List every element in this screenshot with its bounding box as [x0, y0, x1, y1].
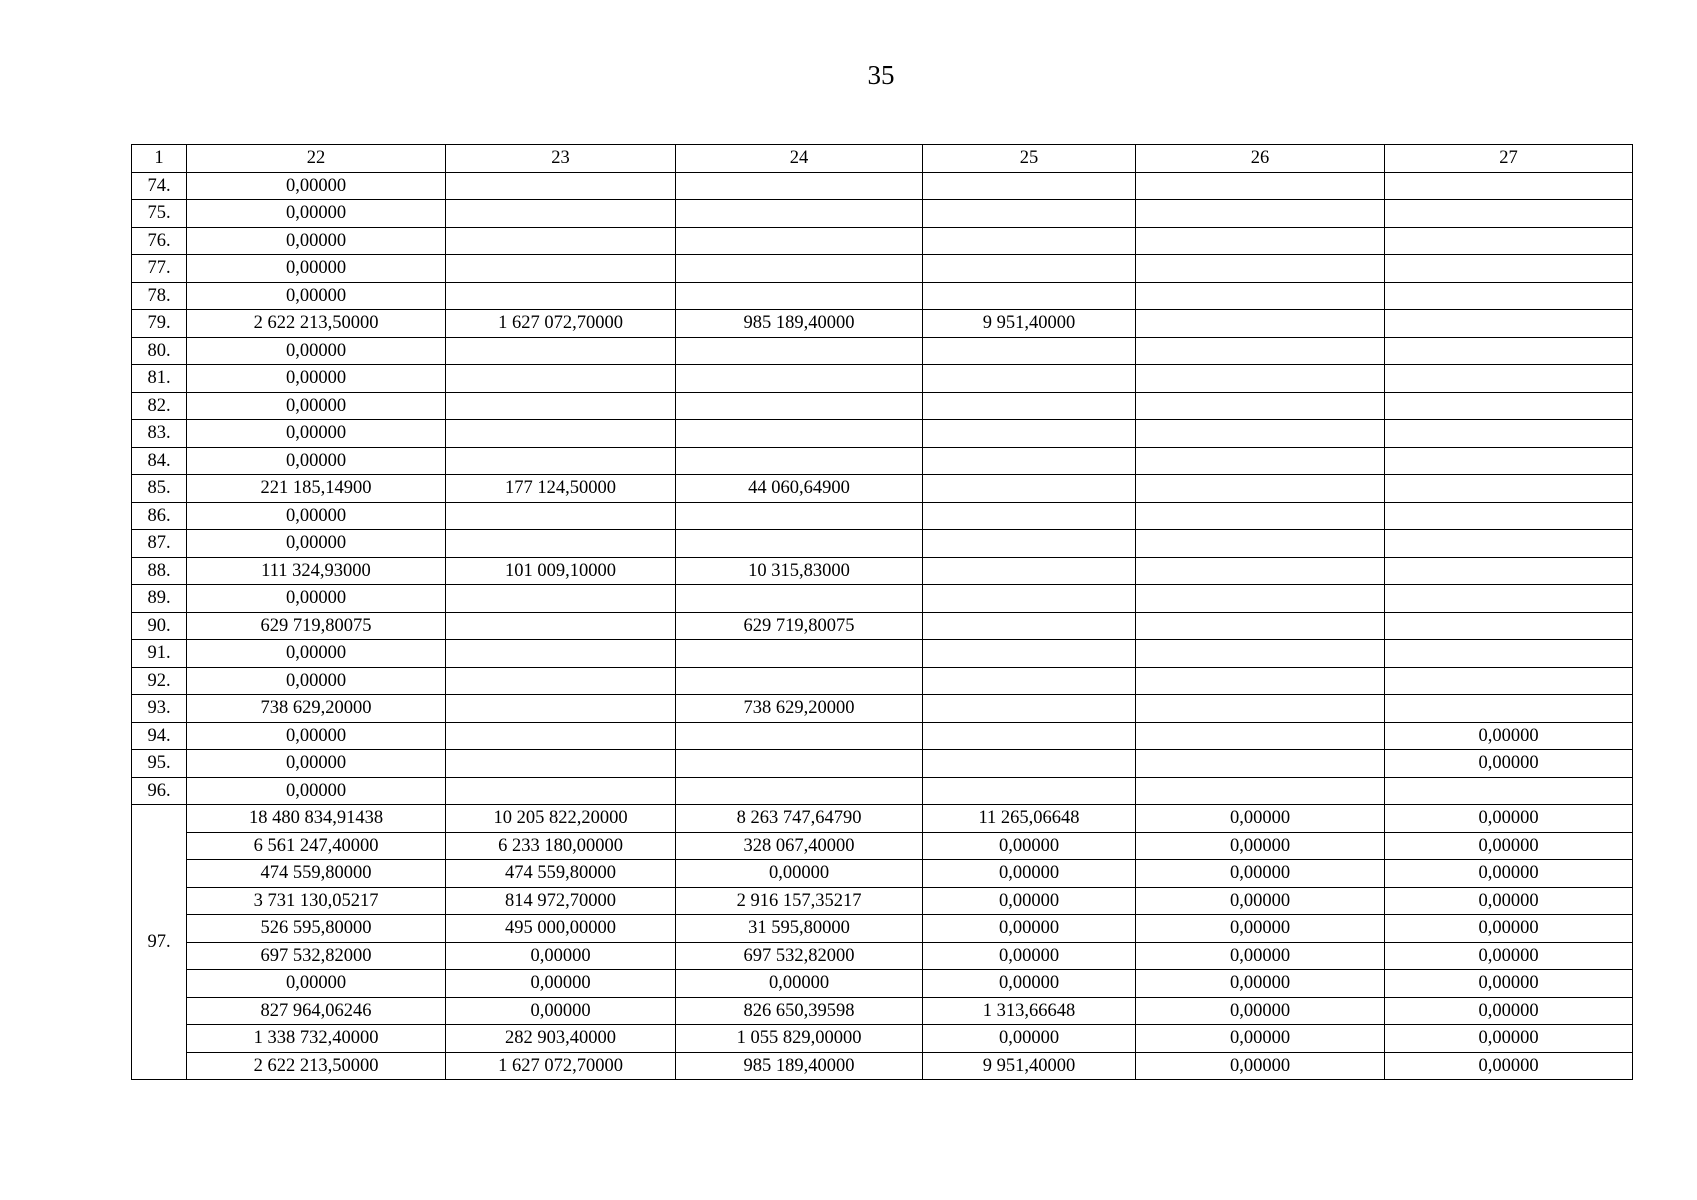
table-row	[132, 722, 1633, 750]
table-cell	[446, 585, 676, 613]
table-cell: 0,00000	[1136, 915, 1385, 943]
table-cell: 0,00000	[1136, 832, 1385, 860]
table-cell: 31 595,80000	[676, 915, 923, 943]
table-row	[132, 557, 1633, 585]
table-cell	[1385, 282, 1633, 310]
table-cell: 0,00000	[1385, 750, 1633, 778]
table-cell	[1136, 722, 1385, 750]
table-row	[132, 227, 1633, 255]
table-cell: 0,00000	[1385, 722, 1633, 750]
table-row	[132, 310, 1633, 338]
table-row	[132, 970, 1633, 998]
table-cell: 0,00000	[187, 667, 446, 695]
table-cell: 0,00000	[1136, 942, 1385, 970]
table-cell	[676, 722, 923, 750]
table-cell: 495 000,00000	[446, 915, 676, 943]
row-number-cell: 84.	[132, 447, 187, 475]
row-number-cell: 83.	[132, 420, 187, 448]
table-cell	[676, 365, 923, 393]
table-cell: 0,00000	[923, 887, 1136, 915]
table-cell: 629 719,80075	[187, 612, 446, 640]
table-cell: 0,00000	[1385, 915, 1633, 943]
table-cell	[1136, 282, 1385, 310]
table-cell: 0,00000	[187, 337, 446, 365]
table-cell	[1136, 475, 1385, 503]
table-cell: 0,00000	[923, 860, 1136, 888]
table-cell: 2 622 213,50000	[187, 1052, 446, 1080]
table-cell	[676, 420, 923, 448]
row-number-cell: 90.	[132, 612, 187, 640]
table-cell: 697 532,82000	[187, 942, 446, 970]
row-number-cell: 96.	[132, 777, 187, 805]
table-cell	[923, 695, 1136, 723]
table-cell	[923, 750, 1136, 778]
table-cell	[1385, 337, 1633, 365]
table-cell	[1385, 585, 1633, 613]
table-row	[132, 750, 1633, 778]
table-cell: 0,00000	[676, 860, 923, 888]
table-row	[132, 997, 1633, 1025]
table-cell	[1136, 530, 1385, 558]
table-cell: 0,00000	[187, 750, 446, 778]
table-cell: 474 559,80000	[187, 860, 446, 888]
table-cell	[446, 172, 676, 200]
row-number-cell: 88.	[132, 557, 187, 585]
table-cell	[923, 667, 1136, 695]
table-cell	[676, 282, 923, 310]
table-row	[132, 585, 1633, 613]
table-cell	[1136, 365, 1385, 393]
table-cell: 0,00000	[446, 942, 676, 970]
table-cell	[676, 640, 923, 668]
table-cell: 0,00000	[1136, 887, 1385, 915]
table-cell: 2 622 213,50000	[187, 310, 446, 338]
row-number-cell: 77.	[132, 255, 187, 283]
table-cell: 0,00000	[187, 365, 446, 393]
table-cell: 0,00000	[187, 200, 446, 228]
table-cell	[446, 502, 676, 530]
table-cell	[1136, 447, 1385, 475]
table-cell: 2 916 157,35217	[676, 887, 923, 915]
table-cell: 10 205 822,20000	[446, 805, 676, 833]
table-cell	[446, 640, 676, 668]
table-cell: 0,00000	[1136, 970, 1385, 998]
table-cell: 221 185,14900	[187, 475, 446, 503]
table-cell	[923, 640, 1136, 668]
table-cell	[1385, 392, 1633, 420]
table-cell: 1 338 732,40000	[187, 1025, 446, 1053]
table-cell: 18 480 834,91438	[187, 805, 446, 833]
table-cell	[676, 392, 923, 420]
table-row	[132, 172, 1633, 200]
table-cell: 0,00000	[1385, 1025, 1633, 1053]
row-number-cell: 74.	[132, 172, 187, 200]
table-cell: 0,00000	[923, 970, 1136, 998]
header-row	[132, 145, 1633, 173]
table-cell: 1 627 072,70000	[446, 310, 676, 338]
table-cell	[923, 557, 1136, 585]
table-cell	[923, 420, 1136, 448]
table-cell: 44 060,64900	[676, 475, 923, 503]
table-cell: 9 951,40000	[923, 310, 1136, 338]
table-cell: 1 627 072,70000	[446, 1052, 676, 1080]
table-cell: 0,00000	[1385, 970, 1633, 998]
table-row	[132, 832, 1633, 860]
table-cell: 0,00000	[1385, 1052, 1633, 1080]
table-row	[132, 887, 1633, 915]
row-number-cell: 76.	[132, 227, 187, 255]
table-cell: 282 903,40000	[446, 1025, 676, 1053]
table-row	[132, 255, 1633, 283]
table-row	[132, 282, 1633, 310]
table-cell: 0,00000	[446, 970, 676, 998]
table-cell: 0,00000	[187, 585, 446, 613]
table-cell	[446, 530, 676, 558]
table-cell: 0,00000	[1385, 832, 1633, 860]
row-number-cell: 81.	[132, 365, 187, 393]
table-cell: 0,00000	[1136, 997, 1385, 1025]
row-number-cell: 95.	[132, 750, 187, 778]
table-row	[132, 1025, 1633, 1053]
table-cell: 0,00000	[446, 997, 676, 1025]
table-cell	[923, 227, 1136, 255]
table-row	[132, 640, 1633, 668]
row-number-cell: 82.	[132, 392, 187, 420]
table-cell: 11 265,06648	[923, 805, 1136, 833]
table-cell: 0,00000	[187, 640, 446, 668]
table-cell: 827 964,06246	[187, 997, 446, 1025]
table-cell: 0,00000	[1385, 997, 1633, 1025]
table-cell	[446, 200, 676, 228]
table-cell	[1136, 172, 1385, 200]
table-row	[132, 942, 1633, 970]
page-number: 35	[867, 60, 895, 90]
table-cell: 814 972,70000	[446, 887, 676, 915]
table-cell	[923, 200, 1136, 228]
table-cell: 629 719,80075	[676, 612, 923, 640]
table-cell	[923, 282, 1136, 310]
table-cell	[1136, 557, 1385, 585]
table-cell	[1385, 502, 1633, 530]
table-cell	[1136, 585, 1385, 613]
table-cell: 0,00000	[187, 172, 446, 200]
table-cell	[676, 502, 923, 530]
table-cell: 526 595,80000	[187, 915, 446, 943]
row-number-cell: 79.	[132, 310, 187, 338]
table-row	[132, 777, 1633, 805]
table-cell: 101 009,10000	[446, 557, 676, 585]
table-cell: 0,00000	[187, 777, 446, 805]
table-cell	[923, 392, 1136, 420]
table-cell: 0,00000	[187, 227, 446, 255]
table-cell	[676, 777, 923, 805]
table-cell: 0,00000	[187, 970, 446, 998]
table-cell	[676, 585, 923, 613]
table-cell	[446, 695, 676, 723]
table-row	[132, 392, 1633, 420]
table-row	[132, 1052, 1633, 1080]
table-cell: 6 233 180,00000	[446, 832, 676, 860]
table-cell: 0,00000	[1136, 1052, 1385, 1080]
table-cell	[446, 612, 676, 640]
table-cell	[1136, 695, 1385, 723]
table-row	[132, 915, 1633, 943]
table-cell	[1385, 227, 1633, 255]
table-cell: 0,00000	[1136, 860, 1385, 888]
table-cell: 697 532,82000	[676, 942, 923, 970]
table-cell	[1385, 420, 1633, 448]
table-cell	[446, 722, 676, 750]
table-cell	[1136, 337, 1385, 365]
table-cell	[1136, 310, 1385, 338]
table-cell	[676, 447, 923, 475]
table-cell: 8 263 747,64790	[676, 805, 923, 833]
row-number-cell: 92.	[132, 667, 187, 695]
table-cell: 0,00000	[1385, 860, 1633, 888]
table-cell	[446, 227, 676, 255]
table-row	[132, 805, 1633, 833]
table-cell	[1385, 475, 1633, 503]
row-number-cell: 93.	[132, 695, 187, 723]
table-cell	[923, 612, 1136, 640]
table-cell: 985 189,40000	[676, 1052, 923, 1080]
table-cell	[676, 200, 923, 228]
table-cell: 1 313,66648	[923, 997, 1136, 1025]
table-cell	[923, 777, 1136, 805]
table-row	[132, 200, 1633, 228]
row-number-cell: 75.	[132, 200, 187, 228]
column-header: 24	[676, 145, 923, 173]
row-number-cell: 89.	[132, 585, 187, 613]
table-cell	[446, 667, 676, 695]
table-cell	[923, 255, 1136, 283]
table-cell: 738 629,20000	[676, 695, 923, 723]
table-cell	[446, 777, 676, 805]
column-header: 23	[446, 145, 676, 173]
table-cell	[446, 392, 676, 420]
table-cell	[1385, 777, 1633, 805]
table-cell	[1385, 172, 1633, 200]
table-cell: 328 067,40000	[676, 832, 923, 860]
table-cell: 0,00000	[676, 970, 923, 998]
table-cell	[446, 750, 676, 778]
table-cell	[1136, 612, 1385, 640]
table-cell	[1136, 777, 1385, 805]
table-cell	[1385, 310, 1633, 338]
table-cell	[446, 447, 676, 475]
table-cell	[1385, 695, 1633, 723]
table-cell	[923, 172, 1136, 200]
table-row	[132, 612, 1633, 640]
table-cell	[676, 667, 923, 695]
table-body	[132, 172, 1633, 1080]
table-cell: 826 650,39598	[676, 997, 923, 1025]
table-cell	[676, 750, 923, 778]
table-cell	[1385, 612, 1633, 640]
table-cell: 0,00000	[187, 255, 446, 283]
table-cell: 0,00000	[923, 915, 1136, 943]
table-cell	[923, 722, 1136, 750]
table-cell	[446, 255, 676, 283]
table-cell	[1136, 200, 1385, 228]
table-cell	[1136, 502, 1385, 530]
table-header	[132, 145, 1633, 173]
table-cell: 0,00000	[187, 530, 446, 558]
table-cell: 177 124,50000	[446, 475, 676, 503]
table-cell: 3 731 130,05217	[187, 887, 446, 915]
table-cell: 10 315,83000	[676, 557, 923, 585]
table-cell	[676, 172, 923, 200]
table-cell	[1136, 640, 1385, 668]
table-cell	[923, 585, 1136, 613]
table-cell	[1385, 365, 1633, 393]
table-cell	[1385, 255, 1633, 283]
table-row	[132, 530, 1633, 558]
row-number-cell: 86.	[132, 502, 187, 530]
table-cell: 0,00000	[923, 832, 1136, 860]
table-cell: 0,00000	[923, 1025, 1136, 1053]
table-cell: 9 951,40000	[923, 1052, 1136, 1080]
table-cell: 0,00000	[187, 447, 446, 475]
row-number-cell: 85.	[132, 475, 187, 503]
table-row	[132, 860, 1633, 888]
table-cell: 0,00000	[923, 942, 1136, 970]
table-cell	[923, 337, 1136, 365]
column-header: 22	[187, 145, 446, 173]
table-row	[132, 695, 1633, 723]
table-row	[132, 365, 1633, 393]
table-row	[132, 502, 1633, 530]
table-cell	[1385, 640, 1633, 668]
table-cell	[1385, 530, 1633, 558]
table-cell	[1385, 557, 1633, 585]
table-cell: 985 189,40000	[676, 310, 923, 338]
table-cell	[923, 530, 1136, 558]
table-cell	[676, 337, 923, 365]
column-header: 27	[1385, 145, 1633, 173]
row-number-cell: 78.	[132, 282, 187, 310]
table-row	[132, 667, 1633, 695]
row-number-cell: 94.	[132, 722, 187, 750]
table-cell	[1136, 667, 1385, 695]
table-cell: 0,00000	[1385, 805, 1633, 833]
table-cell	[446, 420, 676, 448]
column-header: 26	[1136, 145, 1385, 173]
row-number-cell: 80.	[132, 337, 187, 365]
table-cell: 1 055 829,00000	[676, 1025, 923, 1053]
table-cell: 0,00000	[1385, 887, 1633, 915]
table-cell	[923, 447, 1136, 475]
table-row	[132, 447, 1633, 475]
table-cell: 0,00000	[1385, 942, 1633, 970]
table-row	[132, 337, 1633, 365]
table-cell: 0,00000	[187, 502, 446, 530]
table-cell	[676, 530, 923, 558]
data-table	[131, 144, 1633, 1080]
table-row	[132, 475, 1633, 503]
table-cell	[923, 502, 1136, 530]
table-cell: 111 324,93000	[187, 557, 446, 585]
table-cell: 0,00000	[187, 392, 446, 420]
table-cell: 474 559,80000	[446, 860, 676, 888]
table-cell	[1136, 420, 1385, 448]
table-cell: 6 561 247,40000	[187, 832, 446, 860]
table-cell	[446, 365, 676, 393]
table-cell: 0,00000	[187, 282, 446, 310]
table-cell: 738 629,20000	[187, 695, 446, 723]
row-number-cell: 87.	[132, 530, 187, 558]
table-cell	[923, 365, 1136, 393]
table-cell: 0,00000	[1136, 805, 1385, 833]
table-cell	[1136, 392, 1385, 420]
table-cell	[676, 227, 923, 255]
table-cell	[923, 475, 1136, 503]
table-cell	[1385, 667, 1633, 695]
table-cell	[1136, 750, 1385, 778]
table-cell: 0,00000	[187, 420, 446, 448]
table-cell	[1385, 447, 1633, 475]
table-cell	[1136, 227, 1385, 255]
row-number-cell: 91.	[132, 640, 187, 668]
column-header: 25	[923, 145, 1136, 173]
table-cell	[446, 282, 676, 310]
table-cell: 0,00000	[187, 722, 446, 750]
table-cell	[1385, 200, 1633, 228]
table-cell	[676, 255, 923, 283]
column-header: 1	[132, 145, 187, 173]
table-row	[132, 420, 1633, 448]
table-cell: 0,00000	[1136, 1025, 1385, 1053]
table-cell	[446, 337, 676, 365]
row-number-cell: 97.	[132, 805, 187, 1080]
table-cell	[1136, 255, 1385, 283]
